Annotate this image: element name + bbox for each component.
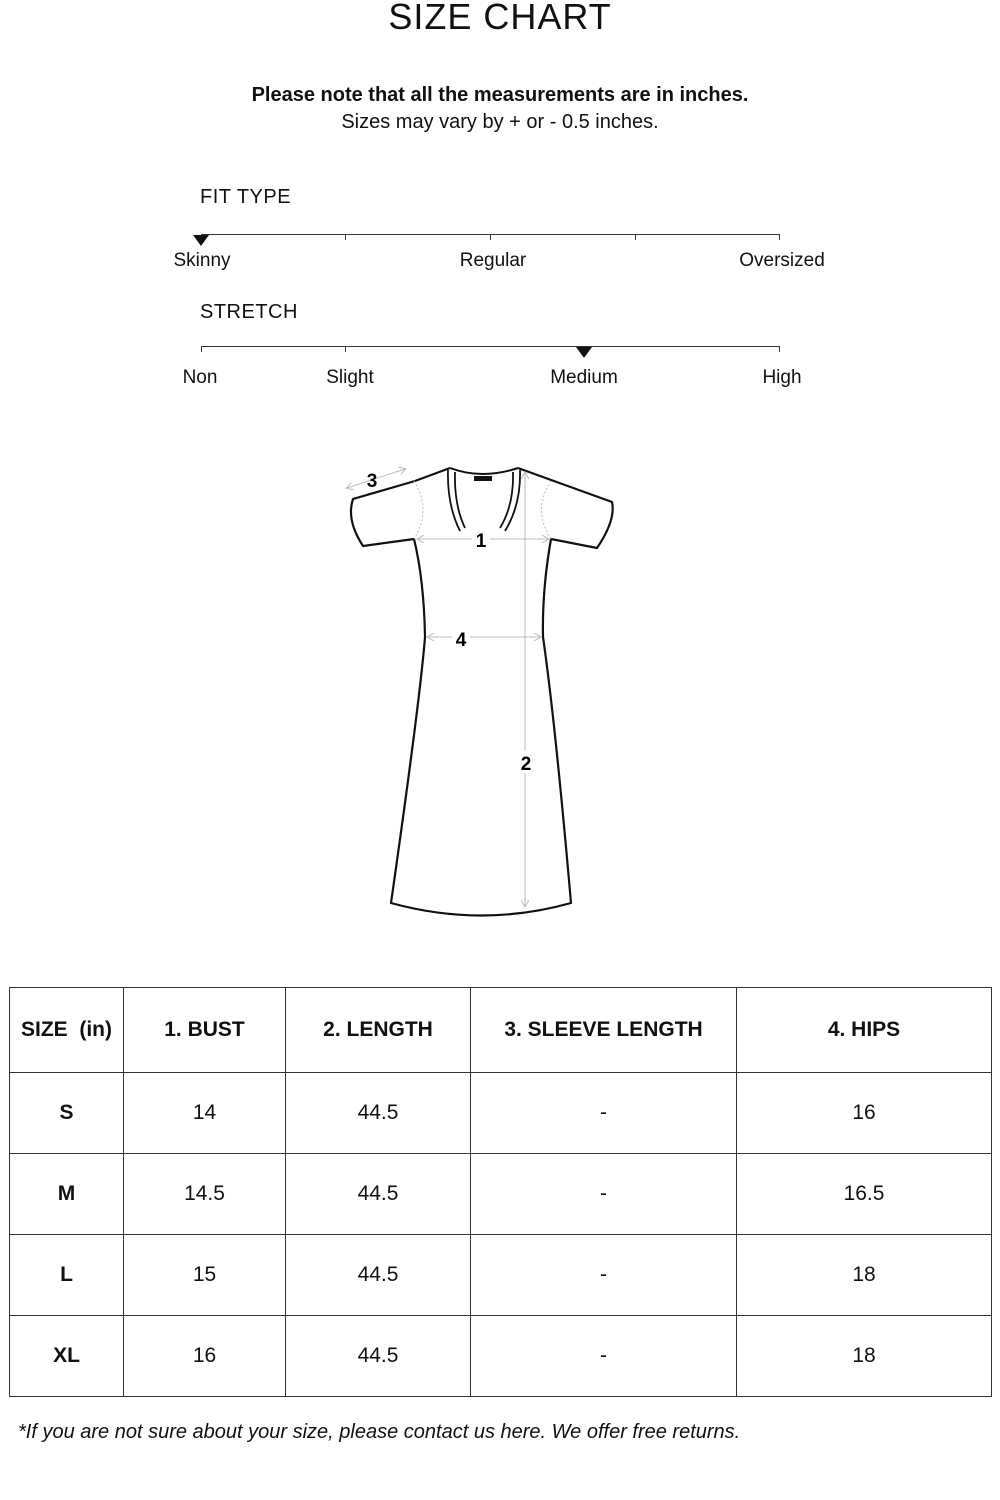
dress-diagram	[330, 455, 630, 925]
stretch-line	[201, 346, 780, 347]
fit-type-title: FIT TYPE	[200, 186, 292, 208]
cell-length: 44.5	[286, 1316, 471, 1397]
stretch-tick	[201, 346, 202, 352]
cell-hips: 18	[737, 1316, 992, 1397]
table-row	[10, 1073, 992, 1154]
stretch-marker-icon	[576, 347, 592, 358]
footer-note: *If you are not sure about your size, please contact us here. We offer free returns.	[18, 1421, 741, 1443]
variance-note: Sizes may vary by + or - 0.5 inches.	[341, 111, 659, 133]
label-hips: 4	[455, 630, 467, 651]
fit-type-marker-icon	[193, 235, 209, 246]
table-row	[10, 1154, 992, 1235]
label-tag	[474, 476, 492, 481]
stretch-label-high: High	[762, 367, 802, 388]
fit-type-tick	[490, 234, 491, 240]
table-header-row	[10, 988, 992, 1073]
neckline	[450, 468, 518, 474]
table-row	[10, 1316, 992, 1397]
page-title: SIZE CHART	[388, 0, 612, 37]
stretch-label-medium: Medium	[550, 367, 618, 388]
cell-length: 44.5	[286, 1073, 471, 1154]
stretch-title: STRETCH	[200, 301, 298, 323]
cell-hips: 16	[737, 1073, 992, 1154]
label-length: 2	[520, 754, 532, 775]
cell-size: L	[10, 1235, 124, 1316]
fit-type-label-oversized: Oversized	[739, 250, 825, 271]
cell-sleeve-length: -	[471, 1073, 737, 1154]
measurement-note: Please note that all the measurements are in inches.	[251, 84, 749, 106]
header-hips: 4. HIPS	[737, 988, 992, 1073]
header-size: SIZE (in)	[10, 988, 124, 1073]
table-row	[10, 1235, 992, 1316]
stretch-tick	[345, 346, 346, 352]
label-sleeve: 3	[366, 471, 378, 492]
fit-type-tick	[635, 234, 636, 240]
cell-sleeve-length: -	[471, 1316, 737, 1397]
cell-hips: 16.5	[737, 1154, 992, 1235]
stretch-tick	[779, 346, 780, 352]
header-bust: 1. BUST	[124, 988, 286, 1073]
cell-length: 44.5	[286, 1154, 471, 1235]
fit-type-tick	[345, 234, 346, 240]
fit-type-tick	[779, 234, 780, 240]
cell-bust: 14	[124, 1073, 286, 1154]
stretch-label-slight: Slight	[326, 367, 374, 388]
cell-size: M	[10, 1154, 124, 1235]
cell-sleeve-length: -	[471, 1154, 737, 1235]
header-sleeve-length: 3. SLEEVE LENGTH	[471, 988, 737, 1073]
cell-size: XL	[10, 1316, 124, 1397]
label-bust: 1	[475, 531, 487, 552]
cell-bust: 14.5	[124, 1154, 286, 1235]
cell-size: S	[10, 1073, 124, 1154]
cell-length: 44.5	[286, 1235, 471, 1316]
cell-sleeve-length: -	[471, 1235, 737, 1316]
size-table	[9, 987, 992, 1397]
header-length: 2. LENGTH	[286, 988, 471, 1073]
cell-bust: 15	[124, 1235, 286, 1316]
fit-type-label-regular: Regular	[459, 250, 527, 271]
fit-type-label-skinny: Skinny	[173, 250, 231, 271]
stretch-label-non: Non	[182, 367, 218, 388]
cell-bust: 16	[124, 1316, 286, 1397]
cell-hips: 18	[737, 1235, 992, 1316]
